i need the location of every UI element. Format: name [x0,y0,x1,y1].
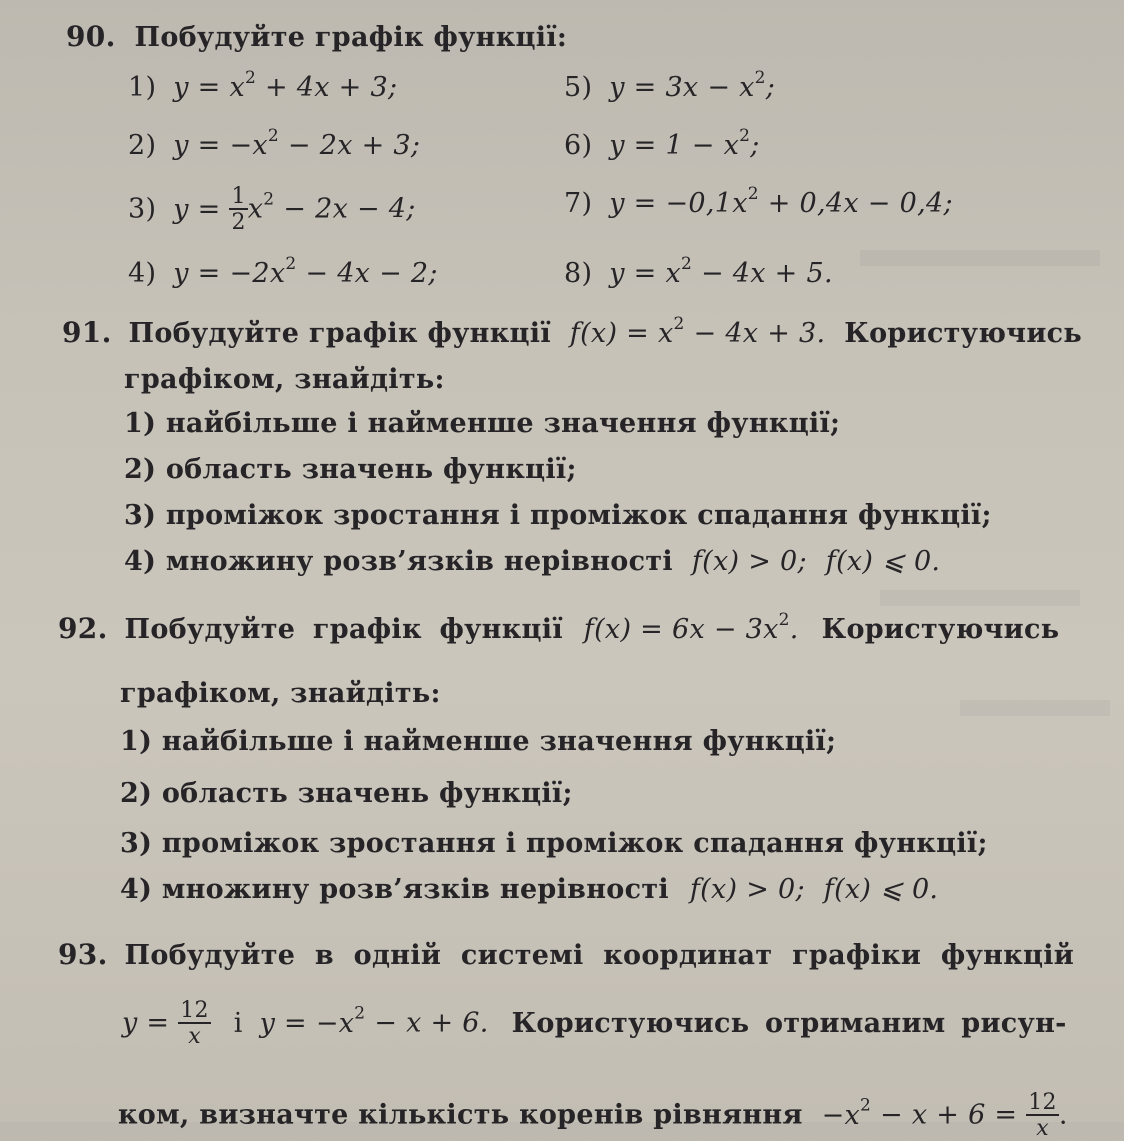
ex92-item-2: 2) область значень функції; [120,778,573,809]
ex91-item-1: 1) найбільше і найменше значення функції; [124,408,841,439]
ex90-number: 90. [66,20,116,53]
ex90-item-1: 1) $y = x^2 + 4x + 3$; [128,68,398,103]
ex93-line2: y = $\frac{12}{x}$ і $y = -x^2 - x + 6$. Користуючись отриманим рисун- [122,998,1067,1049]
ex90-item-5: 5) $y = 3x - x^2$; [564,68,776,103]
ex91-heading: 91. Побудуйте графік функції $f(x) = x^2 - 4x + 3$. Користуючись [62,314,1083,349]
show-through-shading [960,700,1110,716]
ex91-item-3: 3) проміжок зростання і проміжок спадання функції; [124,500,992,531]
show-through-shading [880,590,1080,606]
ex91-line2: графіком, знайдіть: [124,364,445,395]
ex90-heading [66,20,567,53]
show-through-shading [860,250,1100,266]
ex92-item-3: 3) проміжок зростання і проміжок спадання функції; [120,828,988,859]
ex91-item-2: 2) область значень функції; [124,454,577,485]
ex92-line2: графіком, знайдіть: [120,678,441,709]
ex92-function: f(x) = 6x − 3x [583,614,779,645]
ex92-item-1: 1) найбільше і найменше значення функції; [120,726,837,757]
ex93-number: 93. [58,938,108,971]
ex90-item-6: 6) $y = 1 - x^2$; [564,126,760,161]
ex93-line3: ком, визначте кількість коренів рівняння $-x^2 - x + 6$ = $\frac{12}{x}$ . [118,1090,1068,1141]
ex92-item-4: 4) множину розв’язків нерівності f(x) > 0; f(x) ⩽ 0. [120,874,939,905]
ex91-item-4: 4) множину розв’язків нерівності f(x) > 0; f(x) ⩽ 0. [124,546,941,577]
ex90-item-3: 3) y = $\frac{1}{2}$ $x^2 - 2x - 4$; [128,184,416,235]
ex92-number: 92. [58,612,108,645]
ex91-function: f(x) = x [569,318,674,349]
fraction-12-over-x: $\frac{12}{x}$ [180,998,209,1049]
ex92-heading: 92. Побудуйте графік функції $f(x) = 6x - 3x^2$. Користуючись [58,610,1060,645]
ex90-item-4: 4) $y = -2x^2 - 4x - 2$; [128,254,438,289]
ex90-title: Побудуйте графік функції: [134,22,568,53]
fraction-one-half: $\frac{1}{2}$ [231,184,246,235]
ex90-item-2: 2) $y = -x^2 - 2x + 3$; [128,126,421,161]
ex93-line3-clip [0,1090,1124,1141]
ex93-heading: 93. Побудуйте в одній системі координат графіки функцій [58,938,1075,971]
fraction-12-over-x-eq: $\frac{12}{x}$ [1028,1090,1057,1141]
ex90-item-8: 8) $y = x^2 - 4x + 5$. [564,254,833,289]
ex90-item-7: 7) $y = -0,1x^2 + 0,4x - 0,4$; [564,184,953,219]
ex91-number: 91. [62,316,112,349]
